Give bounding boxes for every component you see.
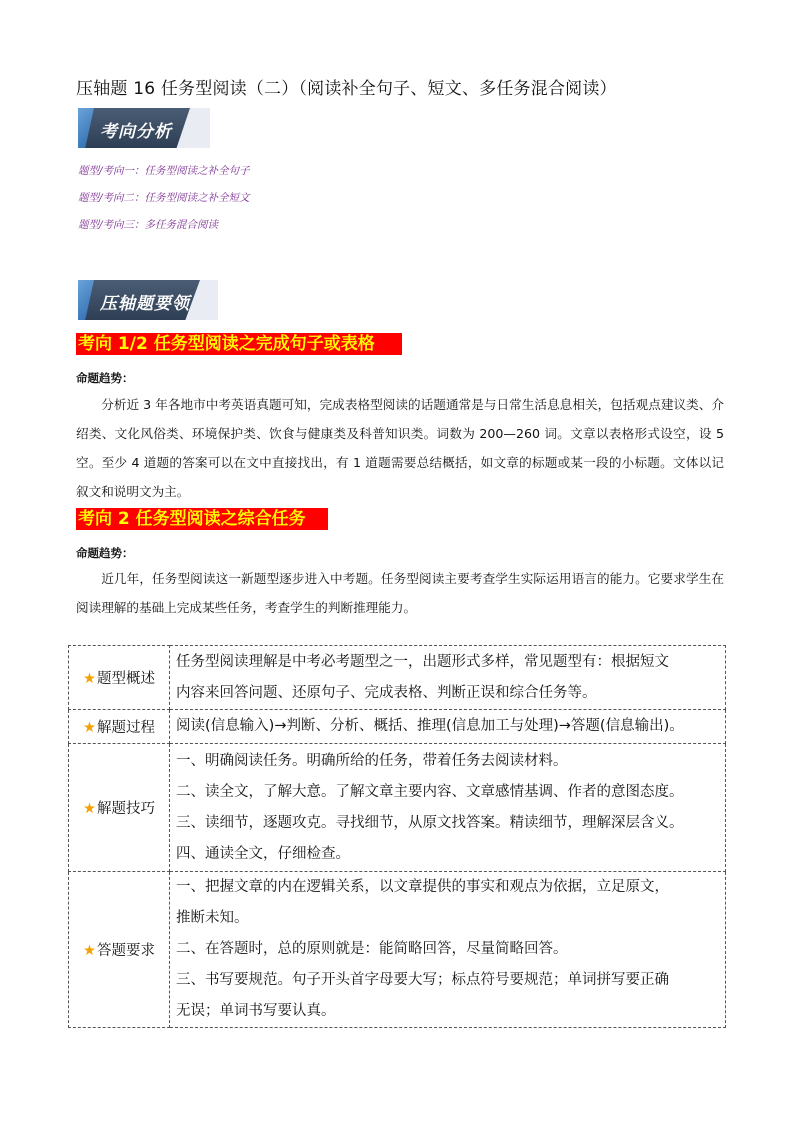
topic-list xyxy=(78,163,250,244)
star-icon: ★ xyxy=(83,801,96,817)
row-line: 二、读全文，了解大意。了解文章主要内容、文章感情基调、作者的意图态度。 xyxy=(176,783,684,800)
row-line: 推断未知。 xyxy=(176,910,249,926)
row-line: 一、把握文章的内在逻辑关系，以文章提供的事实和观点为依据，立足原文， xyxy=(176,879,669,895)
topic-item: 题型/考向二：任务型阅读之补全短文 xyxy=(78,192,250,204)
topic-item: 题型/考向三：多任务混合阅读 xyxy=(78,219,219,231)
section1-paragraph: 分析近 3 年各地市中考英语真题可知，完成表格型阅读的话题通常是与日常生活息息相关，包括观点建议类、介绍类、文化风俗类、环境保护类、饮食与健康类及科普知识类。词数为 200—260 词。文章以表格形式设空，设 5 空。至少 4 道题的答案可以在文中直接找出，有 1 道题需要总结概括，如文章的标题或某一段的小标题。文体以记叙文和说明文为主。 xyxy=(76,397,724,499)
analysis-banner-label: 考向分析 xyxy=(100,122,172,142)
row-label-cell xyxy=(69,744,170,872)
row-content-cell xyxy=(170,646,726,710)
star-icon: ★ xyxy=(83,671,96,687)
row-line: 三、书写要规范。句子开头首字母要大写；标点符号要规范；单词拼写要正确 xyxy=(176,972,669,988)
row-line: 内容来回答问题、还原句子、完成表格、判断正误和综合任务等。 xyxy=(176,684,597,701)
row-line: 阅读(信息输入)→判断、分析、概括、推理(信息加工与处理)→答题(信息输出)。 xyxy=(176,718,684,734)
row-line: 三、读细节，逐题攻克。寻找细节，从原文找答案。精读细节，理解深层含义。 xyxy=(176,814,684,831)
row-content-cell xyxy=(170,872,726,1028)
section2-trend-label: 命题趋势： xyxy=(76,546,134,560)
row-label: 解题技巧 xyxy=(97,801,155,817)
table-row xyxy=(69,744,726,872)
star-icon: ★ xyxy=(83,720,96,736)
row-label: 解题过程 xyxy=(97,720,155,736)
summary-table xyxy=(68,645,726,1028)
table-row xyxy=(69,646,726,710)
row-label: 答题要求 xyxy=(97,943,155,959)
section1-trend-label: 命题趋势： xyxy=(76,371,134,385)
row-line: 一、明确阅读任务。明确所给的任务，带着任务去阅读材料。 xyxy=(176,752,568,769)
row-label-cell xyxy=(69,710,170,744)
star-icon: ★ xyxy=(83,943,96,959)
row-content-cell xyxy=(170,710,726,744)
row-label-cell xyxy=(69,872,170,1028)
row-content-cell xyxy=(170,744,726,872)
analysis-banner xyxy=(78,108,210,148)
row-line: 二、在答题时，总的原则就是：能简略回答，尽量简略回答。 xyxy=(176,941,568,957)
section2-heading: 考向 2 任务型阅读之综合任务 xyxy=(76,508,328,530)
row-label: 题型概述 xyxy=(97,671,155,687)
section1-heading: 考向 1/2 任务型阅读之完成句子或表格 xyxy=(76,333,402,355)
essentials-banner xyxy=(78,280,218,320)
row-line: 无误；单词书写要认真。 xyxy=(176,1003,336,1019)
row-line: 任务型阅读理解是中考必考题型之一，出题形式多样，常见题型有：根据短文 xyxy=(176,653,669,670)
section2-paragraph: 近几年，任务型阅读这一新题型逐步进入中考题。任务型阅读主要考查学生实际运用语言的能力。它要求学生在阅读理解的基础上完成某些任务，考查学生的判断推理能力。 xyxy=(76,571,724,615)
page-title: 压轴题 16 任务型阅读（二）（阅读补全句子、短文、多任务混合阅读） xyxy=(76,79,617,99)
row-line: 四、通读全文，仔细检查。 xyxy=(176,845,350,862)
table-row xyxy=(69,710,726,744)
essentials-banner-label: 压轴题要领 xyxy=(100,294,190,314)
topic-item: 题型/考向一：任务型阅读之补全句子 xyxy=(78,165,250,177)
table-row xyxy=(69,872,726,1028)
row-label-cell xyxy=(69,646,170,710)
